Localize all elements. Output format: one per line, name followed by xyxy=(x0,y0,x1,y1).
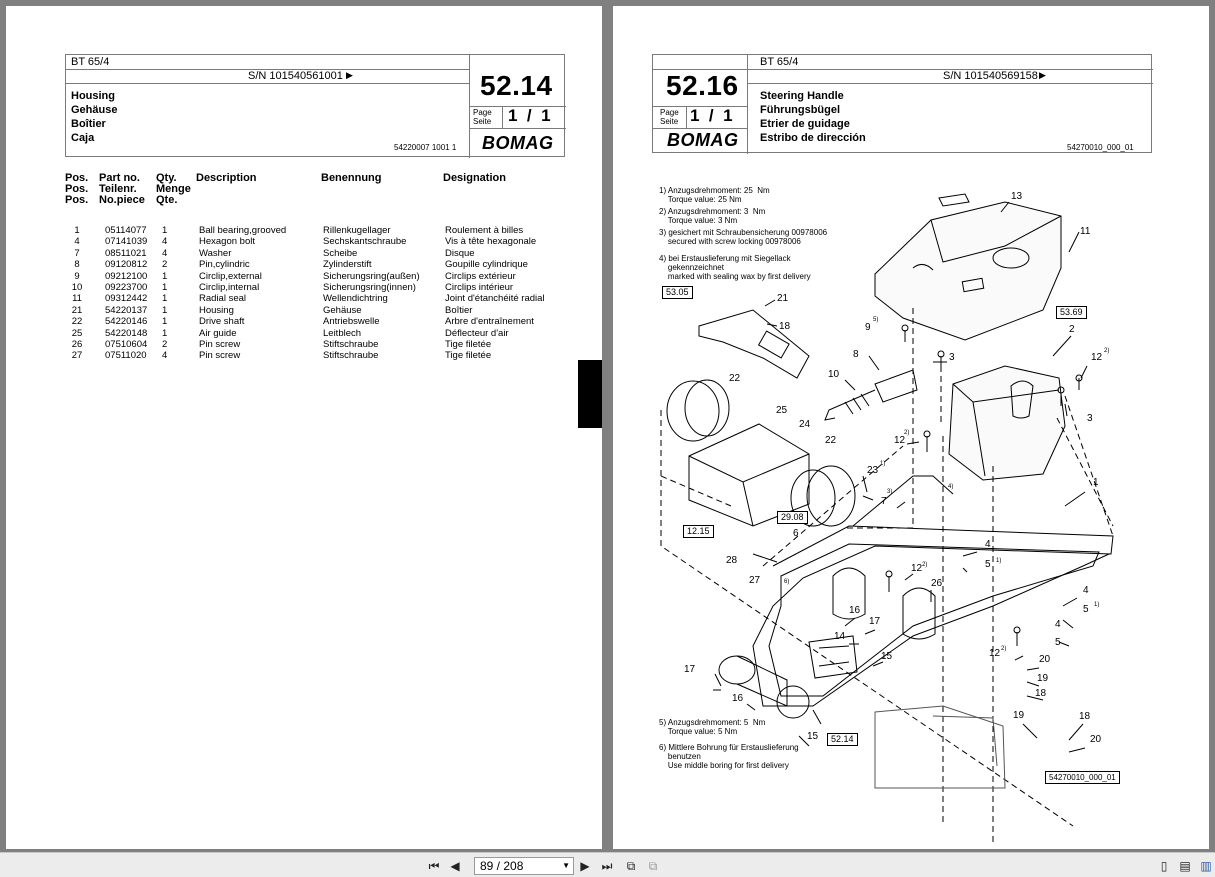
cell-benennung: Wellendichtring xyxy=(323,293,388,305)
note-4: 4) bei Erstauslieferung mit Siegellack gekennzeichnet marked with sealing wax by first delivery xyxy=(659,254,811,281)
callout-17a: 17 xyxy=(869,616,881,627)
cell-benennung: Sicherungsring(außen) xyxy=(323,270,420,282)
cell-pos: 7 xyxy=(74,247,80,259)
right-page xyxy=(613,6,1209,849)
callout-11: 11 xyxy=(1080,226,1091,237)
cell-designation: Disque xyxy=(445,247,475,259)
cell-part: 54220148 xyxy=(105,327,148,339)
cell-designation: Tige filetée xyxy=(445,350,492,362)
cell-benennung: Scheibe xyxy=(323,247,358,259)
exploded-drawing xyxy=(613,6,1209,849)
col-qty: Qty. Menge Qte. xyxy=(156,172,191,206)
next-page-icon[interactable]: ▶ xyxy=(580,859,590,873)
copy-view-icon[interactable]: ⧉ xyxy=(648,859,658,873)
callout-15b: 15 xyxy=(807,731,819,742)
col-description: Description xyxy=(196,172,257,184)
rotate-view-icon[interactable]: ⧉ xyxy=(626,859,636,873)
cell-description: Pin,cylindric xyxy=(199,259,250,271)
col-part: Part no. Teilenr. No.piece xyxy=(99,172,145,206)
right-brand-logo: BOMAG xyxy=(667,130,739,150)
callout-26: 26 xyxy=(931,578,943,589)
cell-description: Drive shaft xyxy=(199,316,245,328)
cell-benennung: Sicherungsring(innen) xyxy=(323,282,416,293)
callout-21: 21 xyxy=(777,293,789,304)
sup-12d: 2) xyxy=(1001,646,1007,652)
cell-pos: 1 xyxy=(74,225,80,236)
sup-5a: 1) xyxy=(996,558,1002,564)
seal-13 xyxy=(939,194,969,206)
callout-12c: 12 xyxy=(911,563,923,574)
callout-12b: 12 xyxy=(894,435,906,446)
note-1: 1) Anzugsdrehmoment: 25 Nm Torque value: 25 Nm xyxy=(659,186,770,204)
callout-4c: 4 xyxy=(1055,619,1061,630)
cell-description: Washer xyxy=(199,247,232,259)
cell-designation: Boîtier xyxy=(445,304,473,316)
right-model: BT 65/4 xyxy=(760,56,799,68)
cell-designation: Tige filetée xyxy=(445,339,492,350)
cell-qty: 1 xyxy=(162,293,168,305)
sup-12a: 2) xyxy=(1104,348,1110,354)
callout-18: 18 xyxy=(779,321,791,332)
cell-part: 09120812 xyxy=(105,259,148,271)
block-part xyxy=(949,366,1065,480)
left-title-en: Housing xyxy=(71,90,115,102)
lower-housing xyxy=(875,706,1005,788)
callout-27: 27 xyxy=(749,575,761,586)
right-title-en: Steering Handle xyxy=(760,90,844,102)
callout-8: 8 xyxy=(853,349,859,360)
callout-12a: 12 xyxy=(1091,352,1103,363)
cell-part: 07511020 xyxy=(105,350,147,362)
callout-28: 28 xyxy=(726,555,738,566)
callout-5a: 5 xyxy=(985,559,991,570)
callout-12d: 12 xyxy=(989,648,1001,659)
right-title-fr: Etrier de guidage xyxy=(760,118,850,130)
first-page-icon[interactable]: ⏮ xyxy=(428,859,440,873)
clamp-14 xyxy=(809,636,857,678)
table-row xyxy=(6,328,602,340)
callout-7: 7 xyxy=(881,496,887,507)
cell-description: Pin screw xyxy=(199,339,241,350)
ref-box-53-69[interactable]: 53.69 xyxy=(1056,306,1087,319)
sup-4: 4) xyxy=(948,484,954,490)
cell-part: 54220146 xyxy=(105,316,148,328)
cell-pos: 4 xyxy=(74,236,80,248)
callout-13: 13 xyxy=(1011,191,1023,202)
cell-qty: 1 xyxy=(162,304,168,316)
table-row xyxy=(6,305,602,317)
viewer-toolbar xyxy=(0,852,1215,877)
cell-qty: 4 xyxy=(162,236,168,248)
cell-description: Ball bearing,grooved xyxy=(199,225,287,236)
cell-part: 05114077 xyxy=(105,225,147,236)
chapter-tab-marker xyxy=(578,360,602,428)
cell-benennung: Zylinderstift xyxy=(323,259,372,271)
cell-description: Housing xyxy=(199,304,234,316)
ref-box-29-08[interactable]: 29.08 xyxy=(777,511,808,524)
right-title-de: Führungsbügel xyxy=(760,104,841,116)
callout-17b: 17 xyxy=(684,664,696,675)
cell-designation: Arbre d'entraînement xyxy=(445,316,534,328)
sup-12c: 2) xyxy=(922,562,928,568)
table-row xyxy=(6,248,602,260)
cell-description: Circlip,internal xyxy=(199,282,260,293)
table-row xyxy=(6,282,602,294)
left-seite-label: Seite xyxy=(473,117,492,126)
damper-26 xyxy=(903,588,935,639)
drawing-footer-ref: 54270010_000_01 xyxy=(1045,771,1120,784)
callout-19b: 19 xyxy=(1013,710,1025,721)
callout-16b: 16 xyxy=(732,693,744,704)
ref-box-12-15[interactable]: 12.15 xyxy=(683,525,714,538)
cell-description: Pin screw xyxy=(199,350,241,362)
cell-description: Radial seal xyxy=(199,293,246,305)
cell-benennung: Gehäuse xyxy=(323,304,362,316)
callout-14: 14 xyxy=(834,631,846,642)
prev-page-icon[interactable]: ◀ xyxy=(450,859,460,873)
left-title-fr: Boîtier xyxy=(71,118,106,130)
left-drawing-ref: 54220007 1001 1 xyxy=(394,143,457,152)
callout-16a: 16 xyxy=(849,605,861,616)
callout-18b: 18 xyxy=(1079,711,1091,722)
table-row xyxy=(6,271,602,283)
callout-3b: 3 xyxy=(1087,413,1093,424)
cell-part: 07141039 xyxy=(105,236,148,248)
left-page-label: Page xyxy=(473,108,492,117)
cell-qty: 2 xyxy=(162,339,168,350)
cell-designation: Déflecteur d'air xyxy=(445,327,509,339)
left-model: BT 65/4 xyxy=(71,56,110,68)
callout-3a: 3 xyxy=(949,352,955,363)
cell-pos: 10 xyxy=(71,282,83,293)
cell-pos: 9 xyxy=(74,270,80,282)
cell-pos: 22 xyxy=(71,316,83,328)
callout-22b: 22 xyxy=(825,435,837,446)
table-row xyxy=(6,339,602,351)
col-designation: Designation xyxy=(443,172,506,184)
ref-box-52-14[interactable]: 52.14 xyxy=(827,733,858,746)
table-row xyxy=(6,316,602,328)
left-brand-logo: BOMAG xyxy=(482,133,554,153)
right-seite-label: Seite xyxy=(660,117,679,126)
callout-19a: 19 xyxy=(1037,673,1049,684)
table-row xyxy=(6,225,602,237)
right-drawing-ref: 54270010_000_01 xyxy=(1067,143,1134,152)
callout-6: 6 xyxy=(793,528,799,539)
callout-4a: 4 xyxy=(985,539,991,550)
cell-part: 09212100 xyxy=(105,270,148,282)
weight-22a xyxy=(667,381,719,441)
cell-qty: 4 xyxy=(162,247,168,259)
ref-box-53-05[interactable]: 53.05 xyxy=(662,286,693,299)
note-6: 6) Mittlere Bohrung für Erstauslieferung benutzen Use middle boring for first delivery xyxy=(659,743,799,770)
table-row xyxy=(6,293,602,305)
table-row xyxy=(6,259,602,271)
cell-description: Circlip,external xyxy=(199,270,262,282)
cell-qty: 1 xyxy=(162,225,168,236)
handle-frame xyxy=(753,526,1113,706)
cell-description: Hexagon bolt xyxy=(199,236,255,248)
table-row xyxy=(6,350,602,362)
cable-10 xyxy=(825,390,875,420)
callout-18a: 18 xyxy=(1035,688,1047,699)
cell-benennung: Stiftschraube xyxy=(323,350,379,362)
sup-6: 6) xyxy=(784,579,790,585)
left-title-es: Caja xyxy=(71,132,95,144)
callout-5b: 5 xyxy=(1083,604,1089,615)
sup-3: 3) xyxy=(887,489,893,495)
cell-benennung: Stiftschraube xyxy=(323,339,379,350)
cell-designation: Joint d'étanchéité radial xyxy=(445,293,545,305)
left-group-number: 52.14 xyxy=(480,70,553,101)
col-benennung: Benennung xyxy=(321,172,382,184)
right-page-of: 1 / 1 xyxy=(690,106,733,125)
weight-22b xyxy=(807,466,855,526)
callout-10: 10 xyxy=(828,369,840,380)
right-page-label: Page xyxy=(660,108,679,117)
cell-qty: 1 xyxy=(162,316,168,328)
bracket-part xyxy=(699,310,809,378)
two-page-view-icon[interactable]: ▥ xyxy=(1200,859,1212,873)
cell-pos: 27 xyxy=(71,350,83,362)
sup-23: 1) xyxy=(880,461,886,467)
cell-designation: Roulement à billes xyxy=(445,225,524,236)
note-3: 3) gesichert mit Schraubensicherung 00978006 secured with screw locking 00978006 xyxy=(659,228,828,246)
note-2: 2) Anzugsdrehmoment: 3 Nm Torque value: 3 Nm xyxy=(659,207,766,225)
cell-pos: 26 xyxy=(71,339,83,350)
cell-pos: 21 xyxy=(71,304,83,316)
cell-part: 09223700 xyxy=(105,282,148,293)
cell-qty: 1 xyxy=(162,270,168,282)
callout-4b: 4 xyxy=(1083,585,1089,596)
left-serial: S/N 101540561001 xyxy=(248,70,343,82)
callout-22a: 22 xyxy=(729,373,741,384)
cell-benennung: Sechskantschraube xyxy=(323,236,407,248)
cell-pos: 11 xyxy=(72,293,82,305)
cell-part: 09312442 xyxy=(105,293,148,305)
callout-20a: 20 xyxy=(1039,654,1051,665)
callout-24: 24 xyxy=(799,419,811,430)
callout-23: 23 xyxy=(867,465,879,476)
single-page-view-icon[interactable]: ▯ xyxy=(1160,859,1168,873)
left-page-of: 1 / 1 xyxy=(508,106,551,125)
callout-9: 9 xyxy=(865,322,871,333)
continuous-view-icon[interactable]: ▤ xyxy=(1179,859,1191,873)
callout-20b: 20 xyxy=(1090,734,1102,745)
cell-benennung: Leitblech xyxy=(323,327,362,339)
chevron-down-icon: ▼ xyxy=(562,861,570,870)
cell-pos: 8 xyxy=(74,259,80,271)
right-serial: S/N 101540569158 xyxy=(943,70,1038,82)
cell-designation: Vis à tête hexagonale xyxy=(445,236,537,248)
note-5: 5) Anzugsdrehmoment: 5 Nm Torque value: 5 Nm xyxy=(659,718,766,736)
callout-5c: 5 xyxy=(1055,637,1061,648)
page-indicator: 89 / 208 xyxy=(480,859,524,873)
cell-qty: 4 xyxy=(162,350,168,362)
last-page-icon[interactable]: ⏭ xyxy=(601,859,613,873)
cell-qty: 2 xyxy=(162,259,168,271)
cell-designation: Circlips extérieur xyxy=(445,270,516,282)
right-serial-arrow-icon: ▶ xyxy=(1039,70,1046,80)
cell-qty: 1 xyxy=(162,327,168,339)
sup-9: 5) xyxy=(873,317,879,323)
cell-designation: Goupille cylindrique xyxy=(445,259,528,271)
cell-benennung: Rillenkugellager xyxy=(323,225,391,236)
right-title-es: Estribo de dirección xyxy=(760,132,866,144)
cell-description: Air guide xyxy=(199,327,237,339)
callout-15a: 15 xyxy=(881,651,893,662)
sup-5b: 1) xyxy=(1094,602,1100,608)
callout-25: 25 xyxy=(776,405,788,416)
table-row xyxy=(6,236,602,248)
cell-part: 54220137 xyxy=(105,304,148,316)
cell-designation: Circlips intérieur xyxy=(445,282,514,293)
cell-benennung: Antriebswelle xyxy=(323,316,380,328)
col-pos: Pos. Pos. Pos. xyxy=(65,172,89,206)
left-title-de: Gehäuse xyxy=(71,104,118,116)
page-number-select[interactable] xyxy=(474,857,574,875)
cell-part: 07510604 xyxy=(105,339,148,350)
cell-part: 08511021 xyxy=(105,247,147,259)
cover-part xyxy=(875,202,1061,340)
callout-2: 2 xyxy=(1069,324,1075,335)
cell-pos: 25 xyxy=(71,327,83,339)
sup-12b: 2) xyxy=(904,430,910,436)
right-group-number: 52.16 xyxy=(666,70,739,101)
callout-1: 1 xyxy=(1093,477,1099,488)
left-serial-arrow-icon: ▶ xyxy=(346,70,353,80)
left-page xyxy=(6,6,602,849)
cell-qty: 1 xyxy=(162,282,168,293)
